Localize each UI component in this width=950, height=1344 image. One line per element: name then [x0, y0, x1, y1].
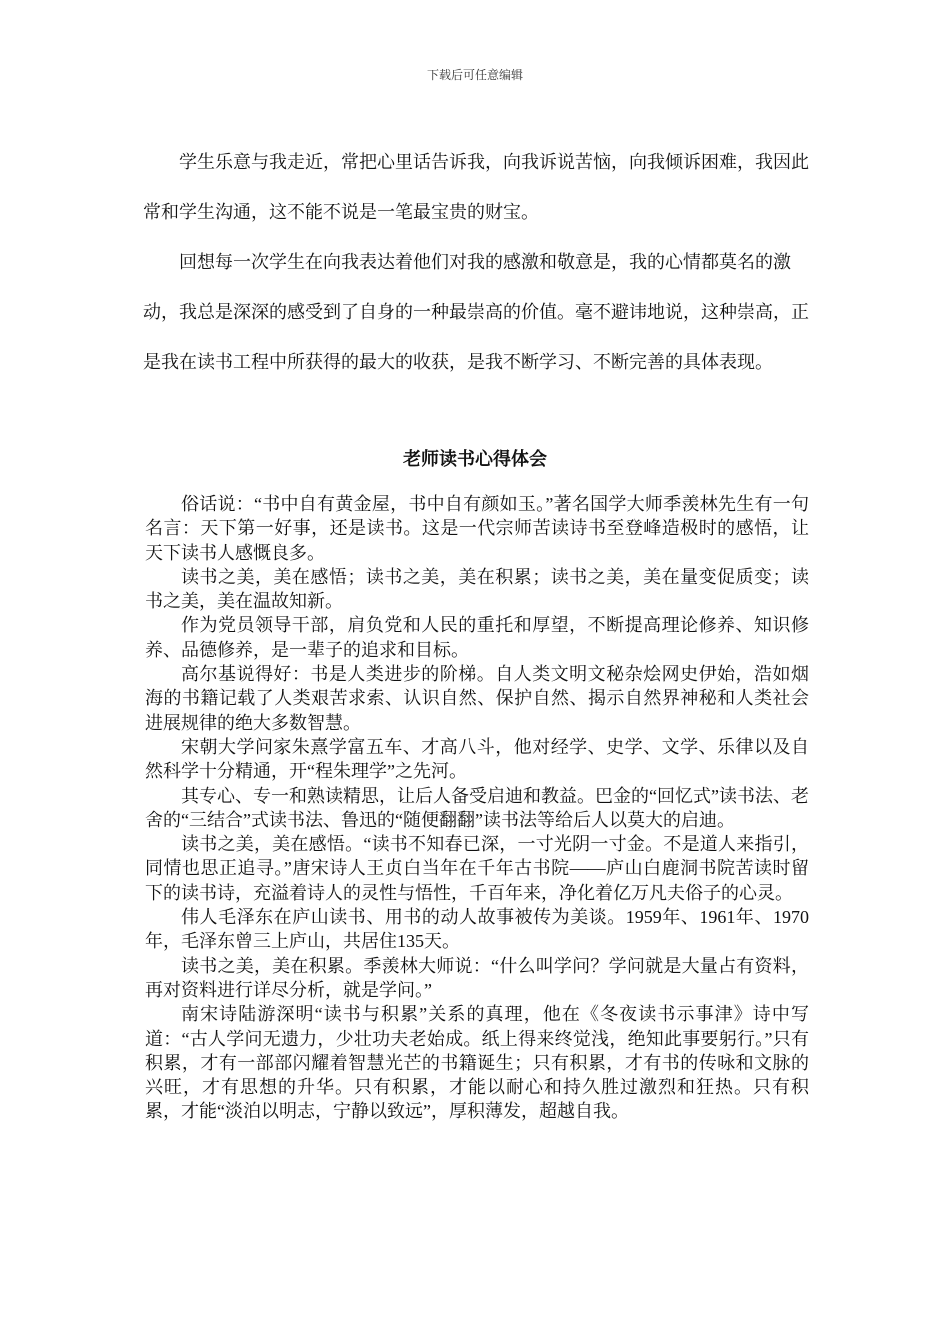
article-paragraph: 俗话说：“书中自有黄金屋，书中自有颜如玉。”著名国学大师季羡林先生有一句名言：天下第一好事，还是读书。这是一代宗师苦读诗书至登峰造极时的感悟，让天下读书人感慨良多。 — [145, 494, 809, 563]
article-paragraph: 读书之美，美在积累。季羡林大师说：“什么叫学问？学问就是大量占有资料，再对资料进行详尽分析，就是学问。” — [145, 955, 809, 1000]
page-header-note: 下载后可任意编辑 — [426, 68, 523, 82]
article-body — [145, 492, 809, 1124]
article-paragraph: 伟人毛泽东在庐山读书、用书的动人故事被传为美谈。1959年、1961年、1970年，毛泽东曾三上庐山，共居住135天。 — [145, 907, 809, 952]
article-paragraph: 宋朝大学问家朱熹学富五车、才高八斗，他对经学、史学、文学、乐律以及自然科学十分精通，开“程朱理学”之先河。 — [145, 736, 809, 782]
top-section — [143, 138, 809, 388]
article-paragraph: 作为党员领导干部，肩负党和人民的重托和厚望，不断提高理论修养、知识修养、品德修养，是一辈子的追求和目标。 — [145, 615, 809, 660]
article-paragraph: 读书之美，美在感悟。“读书不知春已深，一寸光阴一寸金。不是道人来指引，同情也思正追寻。”唐宋诗人王贞白当年在千年古书院——庐山白鹿洞书院苦读时留下的读书诗，充溢着诗人的灵性与悟性，千百年来，净化着亿万凡夫俗子的心灵。 — [145, 834, 809, 903]
top-paragraph: 回想每一次学生在向我表达着他们对我的感激和敬意是，我的心情都莫名的激动，我总是深深的感受到了自身的一种最崇高的价值。毫不避讳地说，这种崇高，正是我在读书工程中所获得的最大的收获，是我不断学习、不断完善的具体表现。 — [143, 252, 809, 373]
article-title: 老师读书心得体会 — [403, 449, 547, 470]
article-paragraph: 其专心、专一和熟读精思，让后人备受启迪和教益。巴金的“回忆式”读书法、老舍的“三结合”式读书法、鲁迅的“随便翻翻”读书法等给后人以莫大的启迪。 — [145, 785, 809, 830]
article-paragraph: 南宋诗陆游深明“读书与积累”关系的真理，他在《冬夜读书示事津》诗中写道：“古人学问无遗力，少壮功夫老始成。纸上得来终觉浅，绝知此事要躬行。”只有积累，才有一部部闪耀着智慧光芒的书籍诞生；只有积累，才有书的传咏和文脉的兴旺，才有思想的升华。只有积累，才能以耐心和持久胜过激烈和狂热。只有积累，才能“淡泊以明志，宁静以致远”，厚积薄发，超越自我。 — [145, 1004, 809, 1122]
article-paragraph: 读书之美，美在感悟；读书之美，美在积累；读书之美，美在量变促质变；读书之美，美在温故知新。 — [145, 566, 809, 612]
top-paragraph: 学生乐意与我走近，常把心里话告诉我，向我诉说苦恼，向我倾诉困难，我因此常和学生沟通，这不能不说是一笔最宝贵的财宝。 — [143, 152, 809, 223]
article-paragraph: 高尔基说得好：书是人类进步的阶梯。自人类文明文秘杂烩网史伊始，浩如烟海的书籍记载了人类艰苦求索、认识自然、保护自然、揭示自然界神秘和人类社会进展规律的绝大多数智慧。 — [145, 664, 809, 733]
